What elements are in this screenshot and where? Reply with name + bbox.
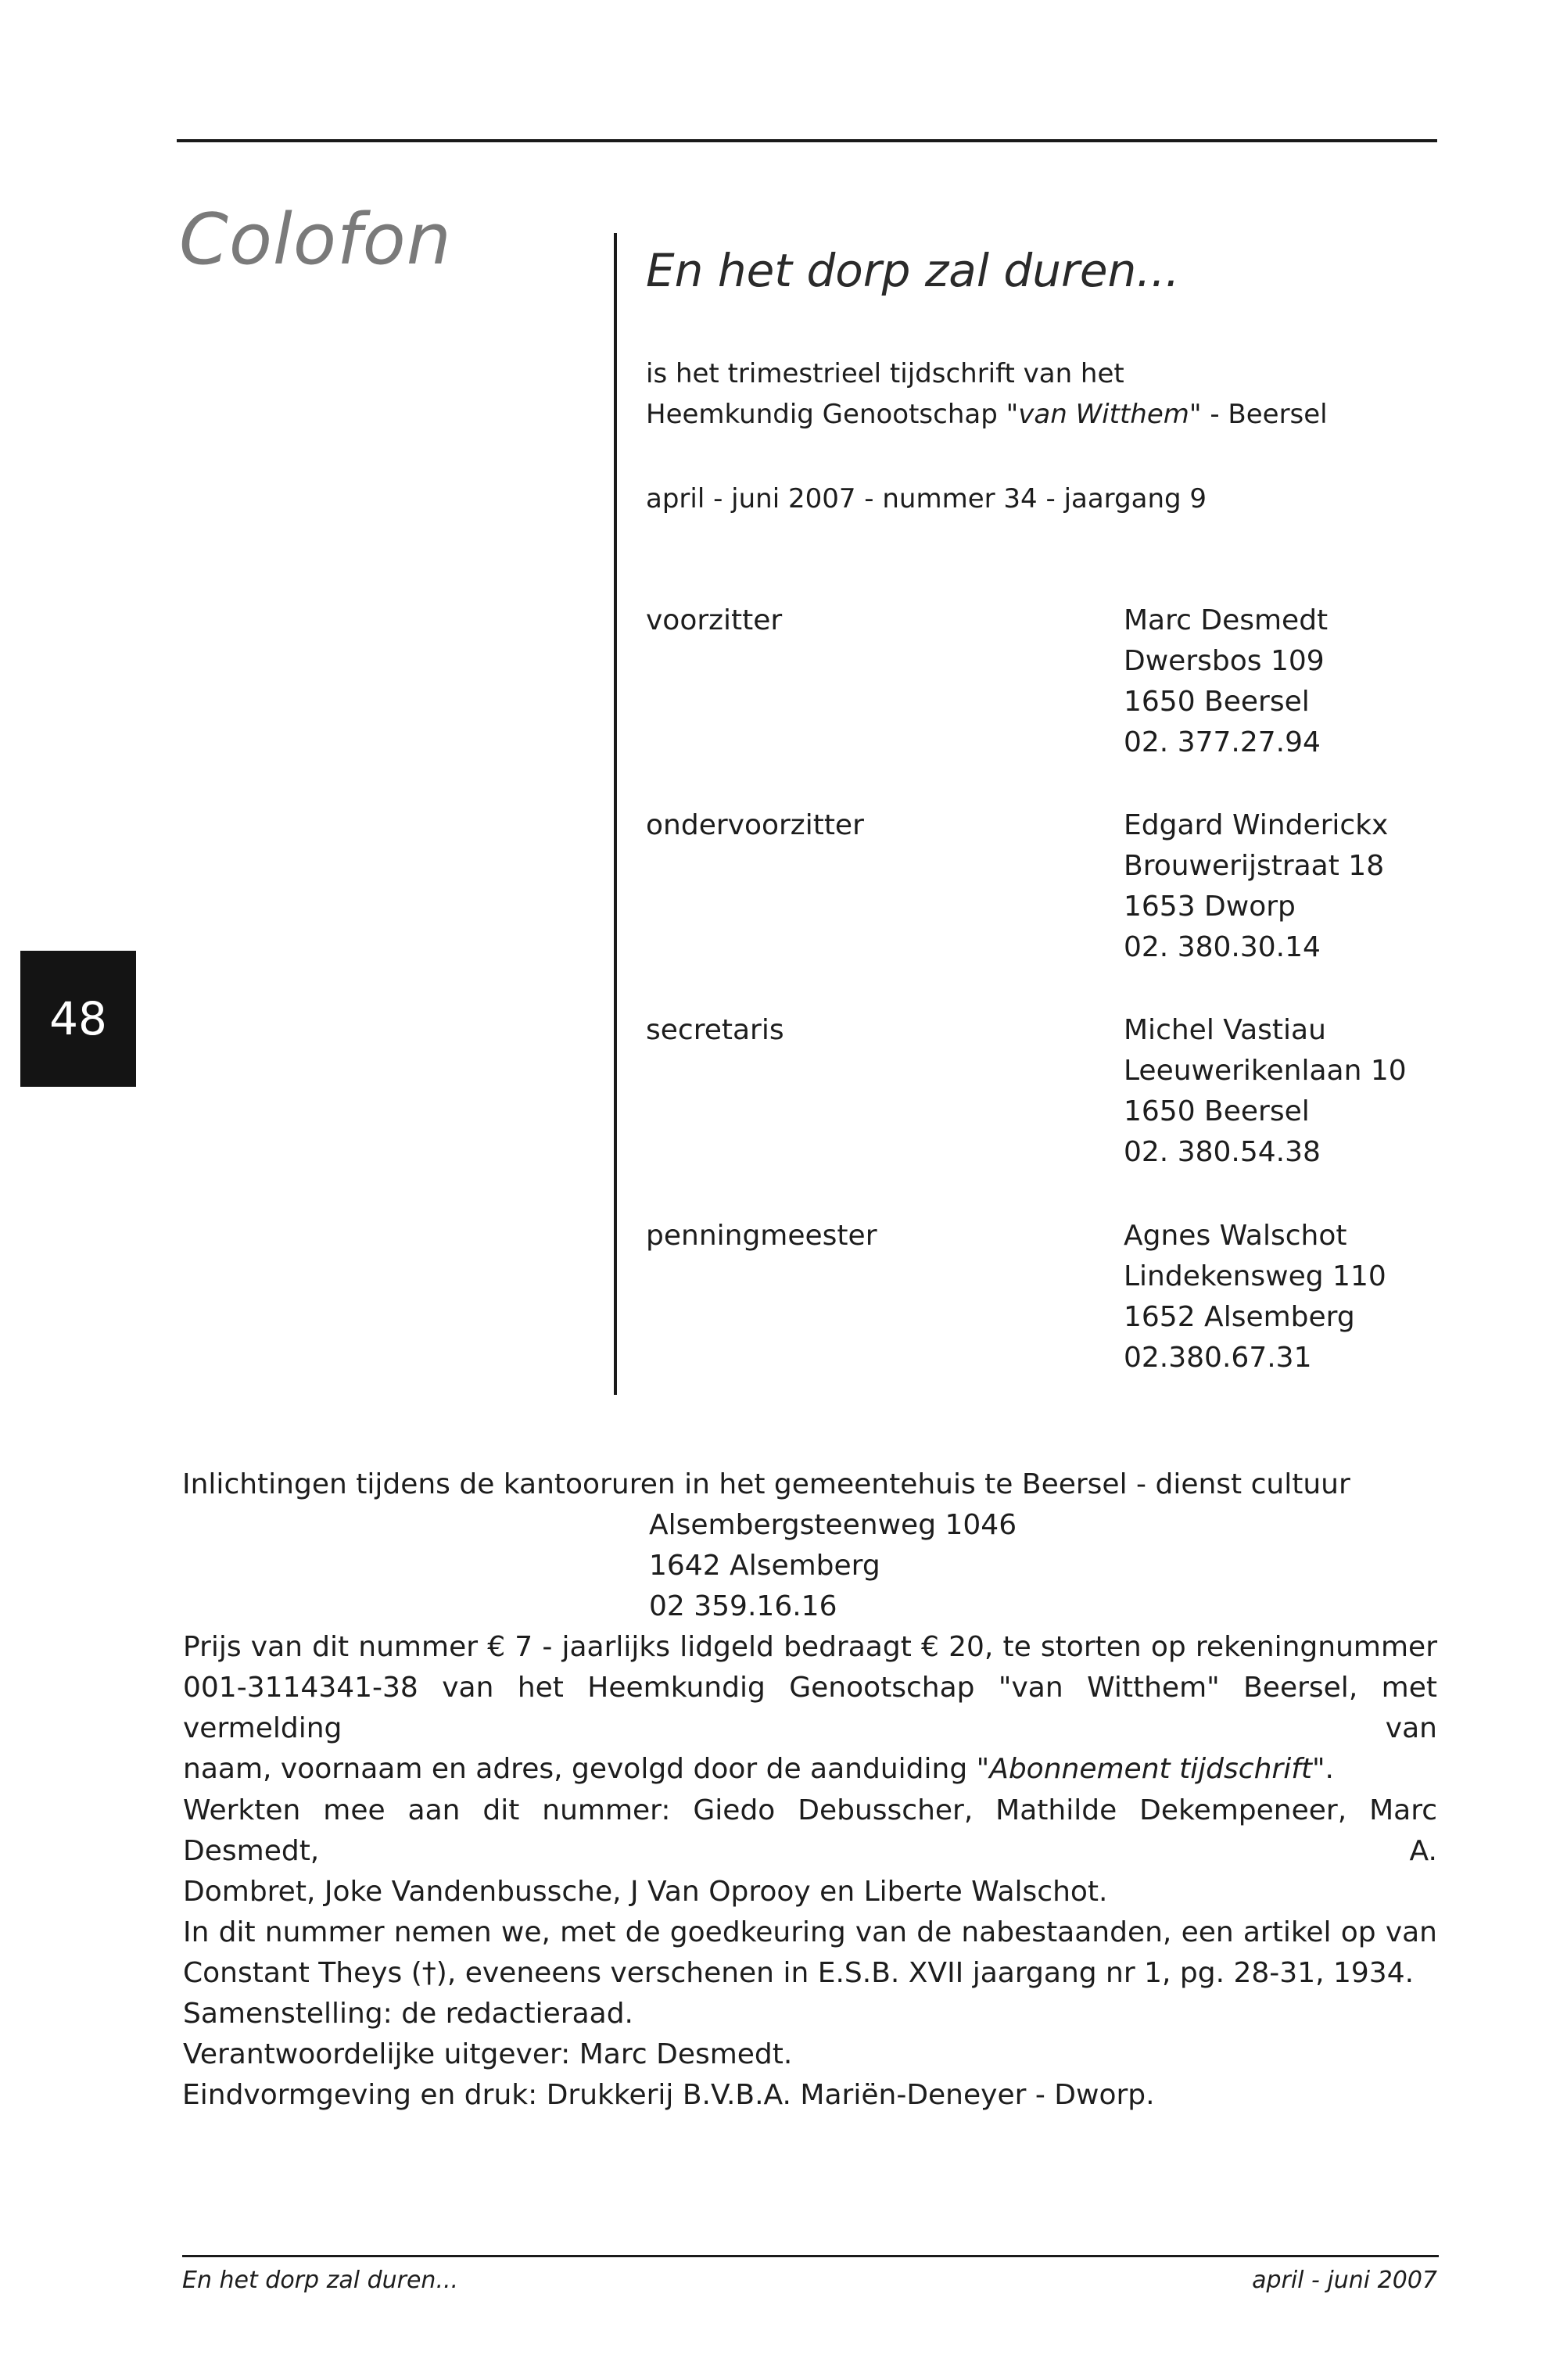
footer-right: april - juni 2007 <box>1252 2267 1437 2294</box>
board-city: 1652 Alsemberg <box>1124 1301 1355 1333</box>
board-street: Lindekensweg 110 <box>1124 1260 1386 1292</box>
board-city: 1653 Dworp <box>1124 891 1296 923</box>
issue-info: april - juni 2007 - nummer 34 - jaargang 9 <box>646 483 1207 514</box>
info-phone: 02 359.16.16 <box>649 1590 837 1622</box>
board-name: Agnes Walschot <box>1124 1220 1347 1252</box>
price-line-3: naam, voornaam en adres, gevolgd door de aanduiding "Abonnement tijdschrift". <box>183 1753 1335 1785</box>
magazine-title: En het dorp zal duren... <box>646 244 1180 297</box>
board-role: secretaris <box>646 1014 784 1046</box>
board-phone: 02. 380.54.38 <box>1124 1136 1321 1168</box>
board-role: voorzitter <box>646 604 783 636</box>
board-phone: 02.380.67.31 <box>1124 1342 1312 1374</box>
intro-line-1: is het trimestrieel tijdschrift van het <box>646 358 1124 389</box>
footer-left: En het dorp zal duren... <box>182 2267 459 2294</box>
board-city: 1650 Beersel <box>1124 686 1310 718</box>
board-address <box>1124 1216 1386 1378</box>
top-divider <box>177 139 1437 142</box>
board-role: ondervoorzitter <box>646 809 864 841</box>
info-address: Alsembergsteenweg 1046 <box>649 1509 1017 1541</box>
credits-paragraph <box>183 1790 1437 2075</box>
page-number-badge: 48 <box>20 951 136 1087</box>
credits-line-5: Samenstelling: de redactieraad. <box>183 1998 633 2030</box>
info-line: Inlichtingen tijdens de kantooruren in het gemeentehuis te Beersel - dienst cultuur <box>182 1468 1350 1500</box>
board-city: 1650 Beersel <box>1124 1095 1310 1127</box>
board-street: Leeuwerikenlaan 10 <box>1124 1055 1407 1087</box>
intro-line-2: Heemkundig Genootschap "van Witthem" - Beersel <box>646 399 1328 430</box>
printing-info: Eindvormgeving en druk: Drukkerij B.V.B.A. Mariën-Deneyer - Dworp. <box>182 2079 1155 2111</box>
credits-line-3: In dit nummer nemen we, met de goedkeuring van de nabestaanden, een artikel op van <box>183 1916 1437 1948</box>
subscription-note: Abonnement tijdschrift <box>989 1753 1312 1785</box>
credits-line-2: Dombret, Joke Vandenbussche, J Van Oprooy en Liberte Walschot. <box>183 1876 1108 1908</box>
board-address <box>1124 805 1388 968</box>
price-line-2: 001-3114341-38 van het Heemkundig Genootschap "van Witthem" Beersel, met vermelding van <box>183 1672 1437 1744</box>
board-name: Michel Vastiau <box>1124 1014 1326 1046</box>
credits-line-6: Verantwoordelijke uitgever: Marc Desmedt. <box>183 2038 793 2070</box>
board-role: penningmeester <box>646 1220 877 1252</box>
board-address <box>1124 1010 1407 1173</box>
colofon-heading: Colofon <box>179 199 452 281</box>
society-name-italic: van Witthem <box>1018 399 1189 430</box>
board-phone: 02. 377.27.94 <box>1124 726 1321 758</box>
footer-divider <box>182 2255 1439 2257</box>
credits-line-1: Werkten mee aan dit nummer: Giedo Debusscher, Mathilde Dekempeneer, Marc Desmedt, A. <box>183 1794 1437 1867</box>
credits-line-4: Constant Theys (†), eveneens verschenen in E.S.B. XVII jaargang nr 1, pg. 28-31, 1934. <box>183 1957 1415 1989</box>
price-line-1: Prijs van dit nummer € 7 - jaarlijks lidgeld bedraagt € 20, te storten op rekeningnummer <box>183 1631 1437 1663</box>
board-address <box>1124 600 1328 763</box>
price-paragraph <box>183 1627 1437 1790</box>
board-name: Marc Desmedt <box>1124 604 1329 636</box>
board-street: Dwersbos 109 <box>1124 645 1325 677</box>
column-divider <box>614 233 617 1395</box>
board-phone: 02. 380.30.14 <box>1124 931 1321 963</box>
board-name: Edgard Winderickx <box>1124 809 1389 841</box>
board-street: Brouwerijstraat 18 <box>1124 850 1385 882</box>
info-city: 1642 Alsemberg <box>649 1550 880 1582</box>
